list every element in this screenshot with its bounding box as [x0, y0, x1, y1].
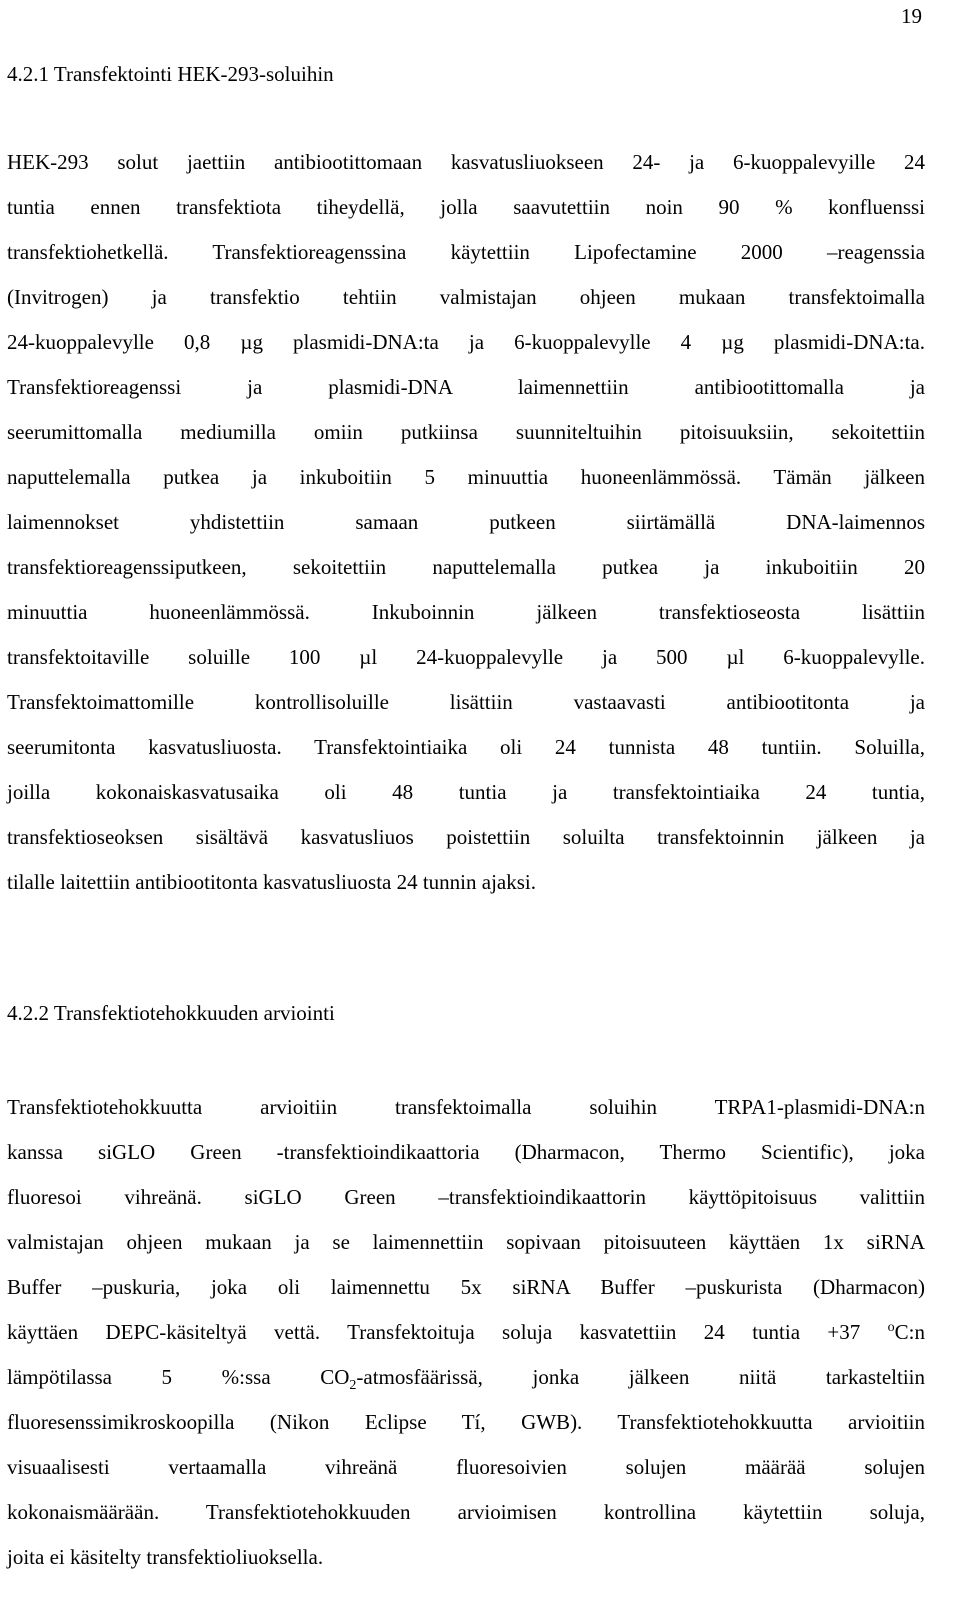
text-fragment: -atmosfäärissä, jonka jälkeen niitä tarkasteltiin	[356, 1365, 925, 1389]
text-line: tuntia ennen transfektiota tiheydellä, jolla saavutettiin noin 90 % konfluenssi	[7, 195, 925, 219]
text-line: Transfektoimattomille kontrollisoluille lisättiin vastaavasti antibiootitonta ja	[7, 690, 925, 714]
section-heading-4-2-1: 4.2.1 Transfektointi HEK-293-soluihin	[7, 62, 334, 86]
text-line: laimennokset yhdistettiin samaan putkeen siirtämällä DNA-laimennos	[7, 510, 925, 534]
text-line: (Invitrogen) ja transfektio tehtiin valmistajan ohjeen mukaan transfektoimalla	[7, 285, 925, 309]
text-line-co2	[7, 1362, 925, 1392]
text-line: transfektoitaville soluille 100 µl 24-kuoppalevylle ja 500 µl 6-kuoppalevylle.	[7, 645, 925, 669]
text-line: seerumittomalla mediumilla omiin putkiinsa suunniteltuihin pitoisuuksiin, sekoitettiin	[7, 420, 925, 444]
text-line: fluoresoi vihreänä. siGLO Green –transfektioindikaattorin käyttöpitoisuus valittiin	[7, 1185, 925, 1209]
text-line: transfektioseoksen sisältävä kasvatusliuos poistettiin soluilta transfektoinnin jälkeen ja	[7, 825, 925, 849]
text-line: tilalle laitettiin antibiootitonta kasvatusliuosta 24 tunnin ajaksi.	[7, 870, 536, 894]
text-line: seerumitonta kasvatusliuosta. Transfektointiaika oli 24 tunnista 48 tuntiin. Soluilla,	[7, 735, 925, 759]
text-line: joilla kokonaiskasvatusaika oli 48 tuntia ja transfektointiaika 24 tuntia,	[7, 780, 925, 804]
text-line: joita ei käsitelty transfektioliuoksella.	[7, 1545, 324, 1569]
text-line-temperature	[7, 1317, 925, 1347]
text-line: Buffer –puskuria, joka oli laimennettu 5x siRNA Buffer –puskurista (Dharmacon)	[7, 1275, 925, 1299]
text-line: valmistajan ohjeen mukaan ja se laimennettiin sopivaan pitoisuuteen käyttäen 1x siRNA	[7, 1230, 925, 1254]
text-line: naputtelemalla putkea ja inkuboitiin 5 minuuttia huoneenlämmössä. Tämän jälkeen	[7, 465, 925, 489]
text-line: visuaalisesti vertaamalla vihreänä fluoresoivien solujen määrää solujen	[7, 1455, 925, 1479]
text-line: transfektiohetkellä. Transfektioreagenssina käytettiin Lipofectamine 2000 –reagenssia	[7, 240, 925, 264]
text-line: 24-kuoppalevylle 0,8 µg plasmidi-DNA:ta ja 6-kuoppalevylle 4 µg plasmidi-DNA:ta.	[7, 330, 925, 354]
text-line: fluoresenssimikroskoopilla (Nikon Eclipse Tí, GWB). Transfektiotehokkuutta arvioitiin	[7, 1410, 925, 1434]
degree-superscript: o	[887, 1320, 895, 1335]
section-heading-4-2-2: 4.2.2 Transfektiotehokkuuden arviointi	[7, 1001, 335, 1025]
text-line: HEK-293 solut jaettiin antibiootittomaan kasvatusliuokseen 24- ja 6-kuoppalevyille 24	[7, 150, 925, 174]
text-fragment: käyttäen DEPC-käsiteltyä vettä. Transfektoituja soluja kasvatettiin 24 tuntia +37	[7, 1320, 888, 1344]
text-line: Transfektioreagenssi ja plasmidi-DNA laimennettiin antibiootittomalla ja	[7, 375, 925, 399]
text-line: kanssa siGLO Green -transfektioindikaattoria (Dharmacon, Thermo Scientific), joka	[7, 1140, 925, 1164]
subscript-2: 2	[349, 1378, 357, 1393]
text-fragment: lämpötilassa 5 %:ssa CO	[7, 1365, 350, 1389]
text-line: kokonaismäärään. Transfektiotehokkuuden arvioimisen kontrollina käytettiin soluja,	[7, 1500, 925, 1524]
text-line: Transfektiotehokkuutta arvioitiin transfektoimalla soluihin TRPA1-plasmidi-DNA:n	[7, 1095, 925, 1119]
text-line: transfektioreagenssiputkeen, sekoitettiin naputtelemalla putkea ja inkuboitiin 20	[7, 555, 925, 579]
text-fragment: C:n	[894, 1320, 925, 1344]
text-line: minuuttia huoneenlämmössä. Inkuboinnin jälkeen transfektioseosta lisättiin	[7, 600, 925, 624]
page-number: 19	[901, 4, 922, 28]
